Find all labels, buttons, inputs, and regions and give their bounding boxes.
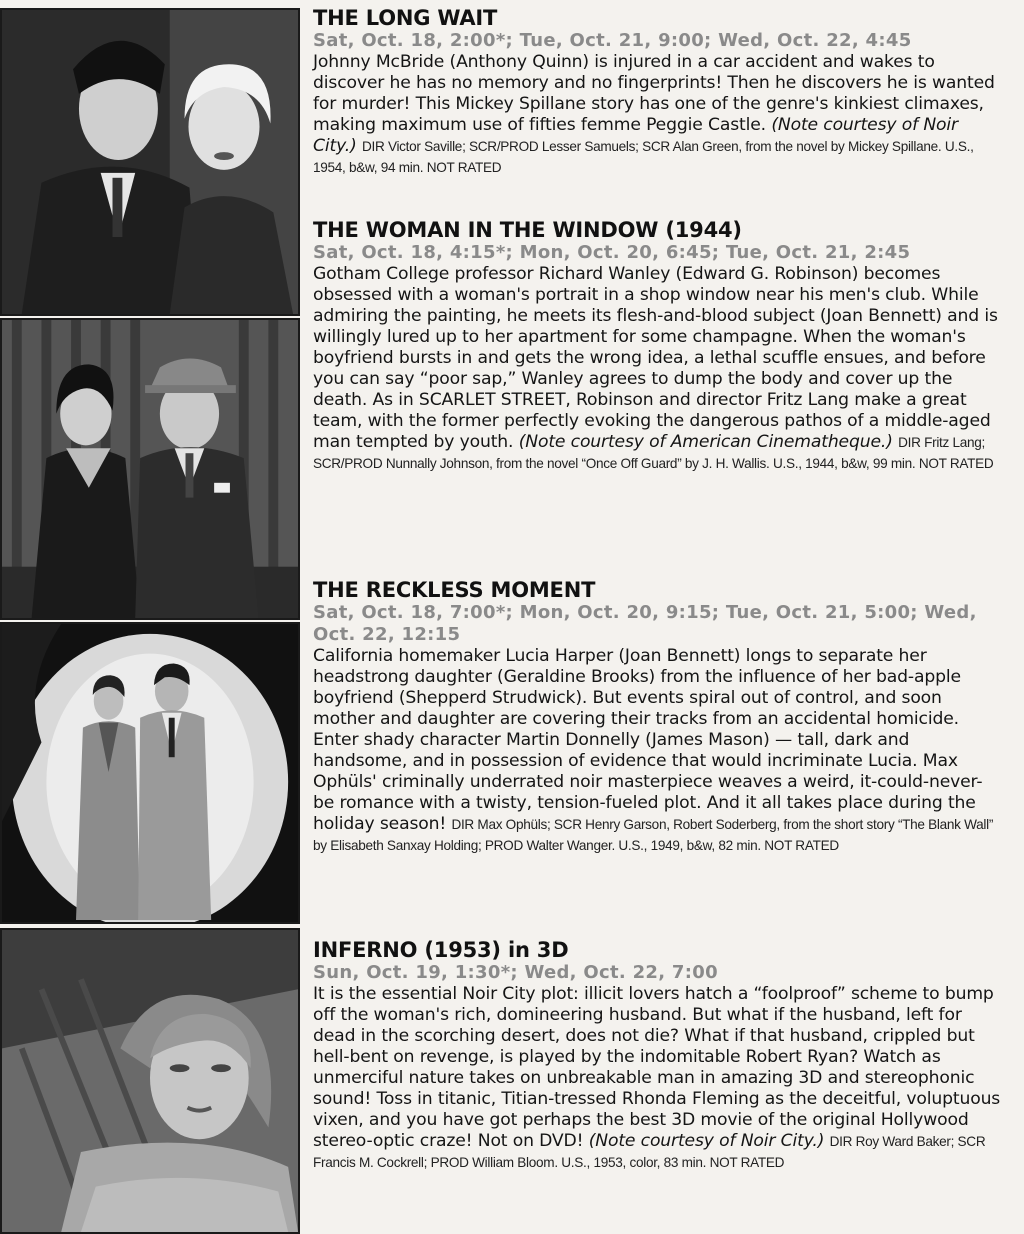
- film-title: THE LONG WAIT: [313, 6, 498, 30]
- showtimes: Sat, Oct. 18, 7:00*; Mon, Oct. 20, 9:15; Tue, Oct. 21, 5:00; Wed, Oct. 22, 12:15: [313, 602, 977, 645]
- still-the-long-wait: [0, 8, 300, 316]
- synopsis: It is the essential Noir City plot: illicit lovers hatch a “foolproof” scheme to bump off the woman's rich, domineering husband. But what if the husband, left for dead in the scorching desert, does not die? What if that husband, crippled but hell-bent on revenge, is played by the indomitable Robert Ryan? Watch as unmerciful nature takes on unbreakable man in amazing 3D and stereophonic sound! Toss in titanic, Titian-tressed Rhonda Fleming as the deceitful, voluptuous vixen, and you have got perhaps the best 3D movie of the original Hollywood stereo-optic craze! Not on DVD!: [313, 984, 1001, 1151]
- note-credit: (Note courtesy of Noir City.): [313, 115, 958, 156]
- film-description: [313, 646, 1001, 856]
- film-title: INFERNO (1953) in 3D: [313, 938, 569, 962]
- film-credits: DIR Victor Saville; SCR/PROD Lesser Samuels; SCR Alan Green, from the novel by Mickey Spillane. U.S., 1954, b&w, 94 min. NOT RATED: [313, 139, 974, 175]
- film-description: [313, 52, 1001, 178]
- note-credit: (Note courtesy of Noir City.): [588, 1131, 825, 1151]
- synopsis: Johnny McBride (Anthony Quinn) is injured in a car accident and wakes to discover he has no memory and no fingerprints! Then he discovers he is wanted for murder! This Mickey Spillane story has one of the genre's kinkiest climaxes, making maximum use of fifties femme Peggie Castle.: [313, 52, 995, 135]
- film-description: [313, 264, 1001, 474]
- showtimes: Sat, Oct. 18, 2:00*; Tue, Oct. 21, 9:00; Wed, Oct. 22, 4:45: [313, 30, 912, 51]
- showtimes: Sun, Oct. 19, 1:30*; Wed, Oct. 22, 7:00: [313, 962, 718, 983]
- showtimes: Sat, Oct. 18, 4:15*; Mon, Oct. 20, 6:45; Tue, Oct. 21, 2:45: [313, 242, 911, 263]
- synopsis: Gotham College professor Richard Wanley (Edward G. Robinson) becomes obsessed with a woman's portrait in a shop window near his men's club. While admiring the painting, he meets its flesh-and-blood subject (Joan Bennett) and is willingly lured up to her apartment for some champagne. When the woman's boyfriend bursts in and gets the wrong idea, a lethal scuffle ensues, and before you can say “poor sap,” Wanley agrees to dump the body and cover up the death. As in SCARLET STREET, Robinson and director Fritz Lang make a great team, with the former perfectly evoking the dangerous pathos of a middle-aged man tempted by youth.: [313, 264, 998, 452]
- film-stills-column: [0, 0, 306, 1234]
- film-credits: DIR Roy Ward Baker; SCR Francis M. Cockrell; PROD William Bloom. U.S., 1953, color, 83 min. NOT RATED: [313, 1134, 986, 1170]
- still-the-reckless-moment: [0, 622, 300, 924]
- film-entry-the-reckless-moment: [313, 578, 1001, 856]
- film-entry-the-long-wait: [313, 6, 1001, 178]
- film-description: [313, 984, 1001, 1173]
- film-credits: DIR Max Ophüls; SCR Henry Garson, Robert Soderberg, from the short story “The Blank Wall” by Elisabeth Sanxay Holding; PROD Walter Wanger. U.S., 1949, b&w, 82 min. NOT RATED: [313, 817, 994, 853]
- film-title: THE WOMAN IN THE WINDOW (1944): [313, 218, 742, 242]
- synopsis: California homemaker Lucia Harper (Joan Bennett) longs to separate her headstrong daughter (Geraldine Brooks) from the influence of her bad-apple boyfriend (Shepperd Strudwick). But events spiral out of control, and soon mother and daughter are covering their tracks from an accidental homicide. Enter shady character Martin Donnelly (James Mason) — tall, dark and handsome, and in possession of evidence that would incriminate Lucia. Max Ophüls' criminally underrated noir masterpiece weaves a weird, it-could-never-be romance with a twisty, tension-fueled plot. And it all takes place during the holiday season!: [313, 646, 983, 834]
- note-credit: (Note courtesy of American Cinematheque.): [518, 432, 893, 452]
- film-entry-the-woman-in-the-window: [313, 218, 1001, 474]
- still-the-woman-in-the-window: [0, 318, 300, 620]
- still-inferno: [0, 928, 300, 1234]
- film-credits: DIR Fritz Lang; SCR/PROD Nunnally Johnson, from the novel “Once Off Guard” by J. H. Wallis. U.S., 1944, b&w, 99 min. NOT RATED: [313, 435, 994, 471]
- film-entry-inferno: [313, 938, 1001, 1173]
- film-title: THE RECKLESS MOMENT: [313, 578, 596, 602]
